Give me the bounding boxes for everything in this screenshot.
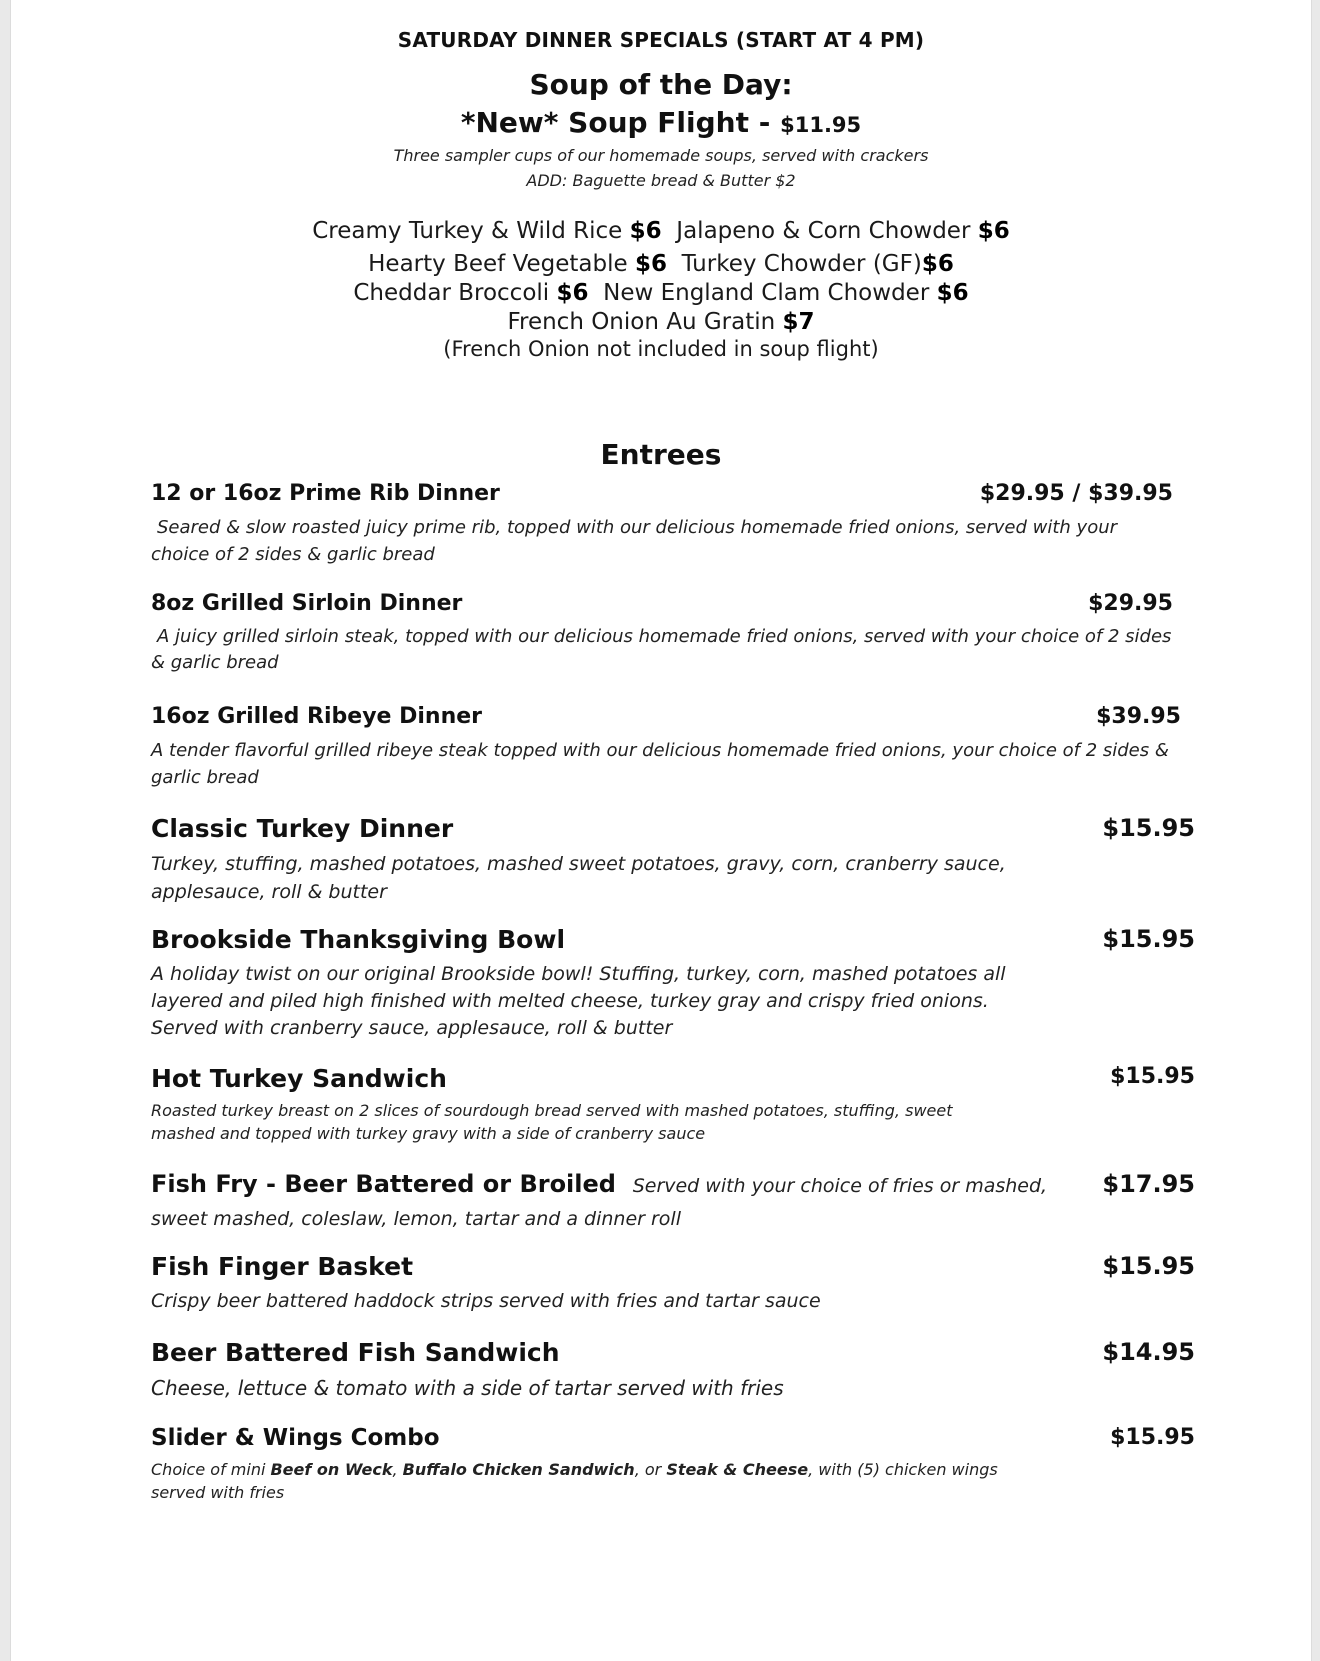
soup-price: $6 [977, 218, 1010, 244]
desc-text: , [392, 1460, 403, 1479]
entree-price: $15.95 [1102, 814, 1195, 842]
desc-option-buffalo-chicken: Buffalo Chicken Sandwich [402, 1460, 635, 1479]
soup-flight-price: $11.95 [780, 113, 862, 137]
soup-line [11, 309, 1311, 335]
soup-name: Jalapeno & Corn Chowder [676, 218, 978, 244]
soup-flight-addon: ADD: Baguette bread & Butter $2 [526, 171, 796, 190]
entree-price: $39.95 [1096, 704, 1181, 729]
entrees-title: Entrees [600, 438, 722, 471]
soup-flight-name: *New* Soup Flight - [460, 106, 781, 139]
entree-name: Brookside Thanksgiving Bowl [151, 925, 566, 954]
entree-description: A juicy grilled sirloin steak, topped with our delicious homemade fried onions, served with your choice of 2 sides & garlic bread [151, 626, 1172, 673]
soup-name: Turkey Chowder (GF) [681, 251, 922, 277]
entree-name: Fish Finger Basket [151, 1252, 414, 1281]
menu-header: SATURDAY DINNER SPECIALS (START AT 4 PM) [397, 28, 925, 52]
desc-option-steak-cheese: Steak & Cheese [666, 1460, 809, 1479]
entree-price: $29.95 [1088, 591, 1173, 616]
entree-description [151, 1458, 1031, 1504]
entree-price: $15.95 [1102, 925, 1195, 953]
entree-description: A holiday twist on our original Brookside bowl! Stuffing, turkey, corn, mashed potatoes all layered and piled high finished with melted cheese, turkey gray and crispy fried onions. Served with cranberry sauce, applesauce, roll & butter [151, 963, 1006, 1039]
entree-name: 16oz Grilled Ribeye Dinner [151, 704, 483, 729]
entree-description: A tender flavorful grilled ribeye steak topped with our delicious homemade fried onions, your choice of 2 sides & garlic bread [151, 740, 1169, 788]
desc-text: , or [634, 1460, 667, 1479]
soup-line [11, 218, 1311, 244]
entree-price: $15.95 [1110, 1064, 1195, 1089]
entree-name: Classic Turkey Dinner [151, 814, 454, 843]
entree-description: Turkey, stuffing, mashed potatoes, mashed sweet potatoes, gravy, corn, cranberry sauce, applesauce, roll & butter [151, 853, 1006, 903]
soup-of-the-day-title: Soup of the Day: [529, 68, 793, 101]
entree-name-line [151, 1170, 1047, 1198]
menu-page [10, 0, 1312, 1661]
french-onion-note: (French Onion not included in soup flight) [443, 337, 879, 361]
soup-price: $6 [556, 280, 589, 306]
entree-description: Cheese, lettuce & tomato with a side of tartar served with fries [151, 1376, 784, 1400]
entree-price: $15.95 [1110, 1425, 1195, 1450]
desc-option-beef-on-weck: Beef on Weck [270, 1460, 393, 1479]
entree-description: Seared & slow roasted juicy prime rib, topped with our delicious homemade fried onions, served with your choice of 2 sides & garlic bread [151, 517, 1118, 565]
soup-line [11, 251, 1311, 277]
soup-name: French Onion Au Gratin [507, 309, 783, 335]
desc-text: , with (5) chicken wings served with fries [151, 1460, 998, 1502]
entree-price: $14.95 [1102, 1338, 1195, 1366]
soup-name: Creamy Turkey & Wild Rice [312, 218, 630, 244]
soup-name: New England Clam Chowder [603, 280, 937, 306]
entree-description: sweet mashed, coleslaw, lemon, tartar and a dinner roll [151, 1208, 681, 1230]
entree-price: $17.95 [1102, 1170, 1195, 1198]
entree-name: Hot Turkey Sandwich [151, 1064, 447, 1093]
entree-description: Crispy beer battered haddock strips served with fries and tartar sauce [151, 1290, 821, 1312]
entree-name: Slider & Wings Combo [151, 1425, 440, 1451]
soup-price: $7 [782, 309, 815, 335]
entree-name: 8oz Grilled Sirloin Dinner [151, 591, 463, 616]
soup-price: $6 [921, 251, 954, 277]
entree-price: $29.95 / $39.95 [979, 481, 1173, 506]
soup-name: Cheddar Broccoli [353, 280, 557, 306]
soup-flight-description: Three sampler cups of our homemade soups, served with crackers [393, 146, 929, 165]
soup-price: $6 [629, 218, 662, 244]
entree-name: Beer Battered Fish Sandwich [151, 1338, 560, 1367]
soup-price: $6 [634, 251, 667, 277]
soup-price: $6 [936, 280, 969, 306]
soup-flight-line [11, 106, 1311, 139]
soup-name: Hearty Beef Vegetable [368, 251, 635, 277]
desc-text: Choice of mini [151, 1460, 271, 1479]
entree-name: Fish Fry - Beer Battered or Broiled [151, 1170, 616, 1198]
entree-description: Roasted turkey breast on 2 slices of sourdough bread served with mashed potatoes, stuffing, sweet mashed and topped with turkey gravy with a side of cranberry sauce [151, 1101, 953, 1143]
entree-price: $15.95 [1102, 1252, 1195, 1280]
entree-description-inline: Served with your choice of fries or mashed, [632, 1175, 1048, 1197]
soup-line [11, 280, 1311, 306]
entree-name: 12 or 16oz Prime Rib Dinner [151, 481, 500, 506]
